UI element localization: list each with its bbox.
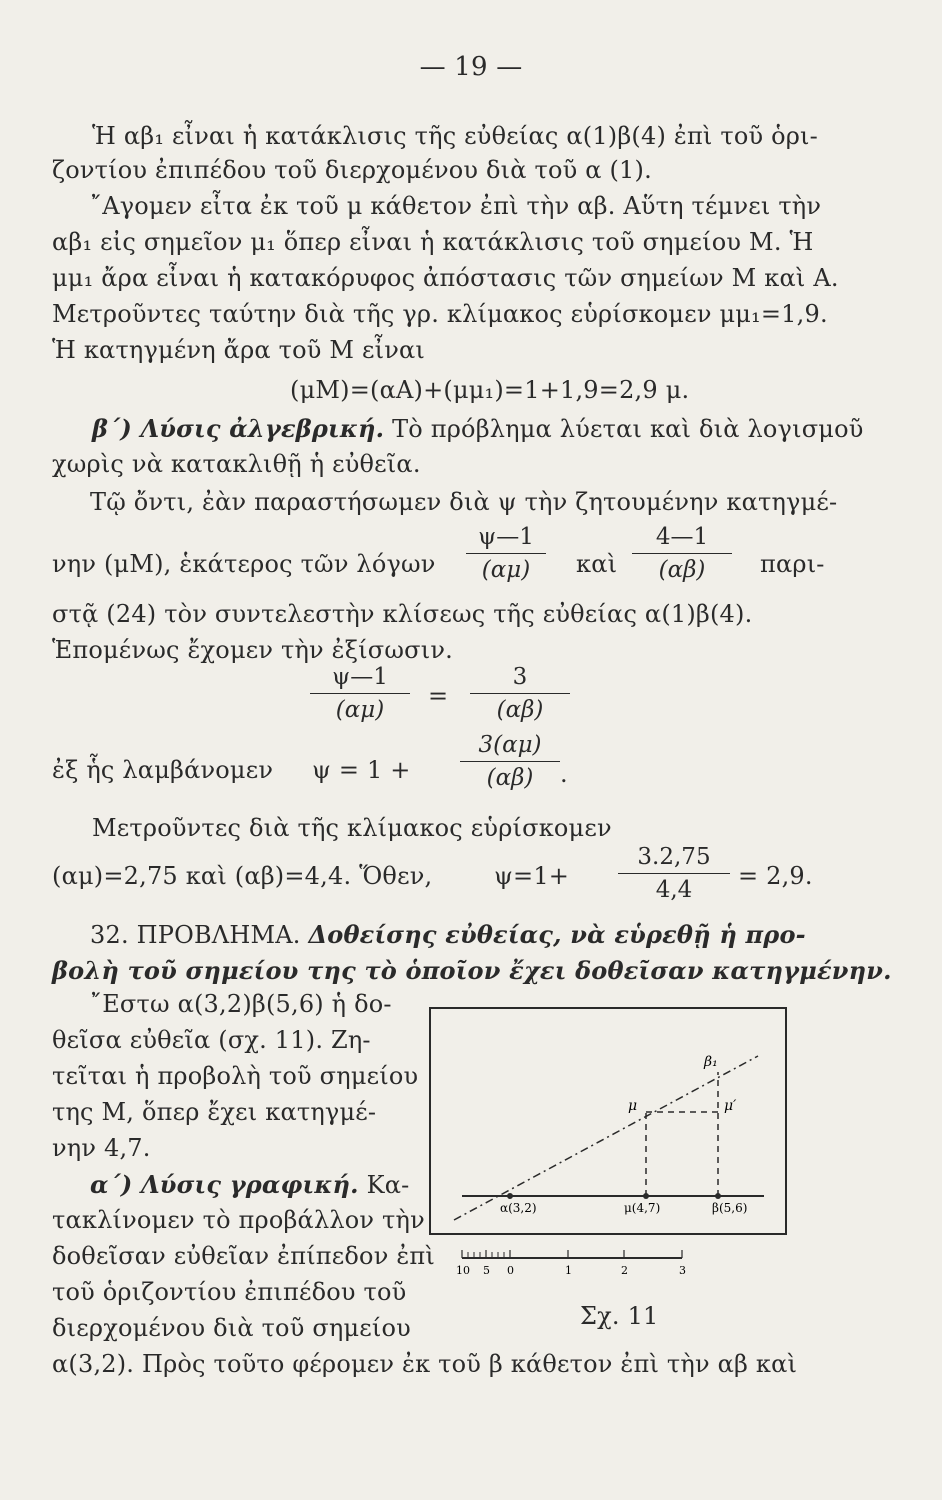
measure-line: Μετροῦντες διὰ τῆς κλίμακος εὑρίσκομεν [92, 814, 612, 842]
text-line-2: ζοντίου ἐπιπέδου τοῦ διερχομένου διὰ τοῦ α (1). [52, 156, 652, 184]
eq2-lead: ἐξ ἧς λαμβάνομεν [52, 756, 274, 784]
figure-caption: Σχ. 11 [580, 1302, 659, 1330]
eq1-den-left: (αμ) [335, 697, 385, 723]
fraction-2-den: (αβ) [658, 557, 706, 583]
alpha-line [90, 1170, 409, 1199]
scale-label-1: 1 [565, 1264, 572, 1277]
eq1-num-right: 3 [512, 664, 528, 690]
result-den: 4,4 [655, 877, 693, 903]
last-line: α(3,2). Πρὸς τοῦτο φέρομεν ἐκ τοῦ β κάθετον ἐπὶ τὴν αβ καὶ [52, 1350, 798, 1378]
para-2: Τῷ ὄντι, ἐὰν παραστήσωμεν διὰ ψ τὴν ζητουμένην κατηγμέ- [90, 488, 838, 516]
beta-label: β΄) Λύσις ἀλγεβρική. [92, 414, 385, 443]
fraction-2 [632, 524, 732, 583]
left-col-5: νην 4,7. [52, 1134, 151, 1162]
text-line-7: Ἡ κατηγμένη ἄρα τοῦ Μ εἶναι [52, 336, 426, 364]
fraction-bar [466, 553, 546, 554]
figure-11 [428, 1000, 792, 1300]
text-epom: Ἑπομένως ἔχομεν τὴν ἐξίσωσιν. [52, 636, 453, 664]
fraction-bar [618, 873, 730, 874]
text-line-1: Ἡ αβ₁ εἶναι ἡ κατάκλισις τῆς εὐθείας α(1)β(4) ἐπὶ τοῦ ὁρι- [92, 122, 818, 150]
beta-line [92, 414, 864, 443]
fraction-bar [310, 693, 410, 694]
eq1-den-right: (αβ) [496, 697, 544, 723]
scale-label-10: 10 [456, 1264, 470, 1277]
left-col-1: ῎Εστω α(3,2)β(5,6) ἡ δο- [90, 990, 392, 1018]
result-lhs: ψ=1+ [494, 862, 570, 890]
text-sta: στᾷ (24) τὸν συντελεστὴν κλίσεως τῆς εὐθείας α(1)β(4). [52, 600, 753, 628]
scale-label-5: 5 [483, 1264, 490, 1277]
figure-diagram [428, 1000, 792, 1300]
page-number: — 19 — [419, 52, 523, 82]
alpha-line-4: τοῦ ὁριζοντίου ἐπιπέδου τοῦ [52, 1278, 407, 1306]
ratio-lead: νην (μΜ), ἑκάτερος τῶν λόγων [52, 550, 436, 578]
alpha-line-2: τακλίνομεν τὸ προβάλλον τὴν [52, 1206, 425, 1234]
beta-line-2: χωρὶς νὰ κατακλιθῇ ἡ εὐθεῖα. [52, 450, 421, 478]
fraction-bar [460, 761, 560, 762]
alpha-line-5: διερχομένου διὰ τοῦ σημείου [52, 1314, 411, 1342]
left-col-2: θεῖσα εὐθεῖα (σχ. 11). Ζη- [52, 1026, 371, 1054]
eq2-lhs: ψ = 1 + [312, 756, 411, 784]
point-mu [643, 1193, 649, 1199]
ratio-tail: παρι- [760, 550, 825, 578]
fraction-1-den: (αμ) [481, 557, 531, 583]
scale-label-0: 0 [507, 1264, 514, 1277]
eq1-left [310, 664, 410, 723]
label-a: α(3,2) [500, 1201, 537, 1215]
text-line-6: Μετροῦντες ταύτην διὰ τῆς γρ. κλίμακος εὑρίσκομεν μμ₁=1,9. [52, 300, 828, 328]
problem-title-2: βολὴ τοῦ σημείου της τὸ ὁποῖον ἔχει δοθεῖσαν κατηγμένην. [52, 956, 892, 985]
label-b: β(5,6) [712, 1201, 748, 1215]
scale-label-2: 2 [621, 1264, 628, 1277]
result-rhs: = 2,9. [738, 862, 813, 890]
fraction-1 [466, 524, 546, 583]
ratio-mid: καὶ [576, 550, 618, 578]
eq1-num-left: ψ—1 [332, 664, 388, 690]
alpha-tail: Κα- [366, 1171, 410, 1199]
left-col-3: τεῖται ἡ προβολὴ τοῦ σημείου [52, 1062, 419, 1090]
beta-rest: Τὸ πρόβλημα λύεται καὶ διὰ λογισμοῦ [392, 415, 864, 443]
eq1-right [470, 664, 570, 723]
label-b1: β₁ [704, 1054, 718, 1070]
eq2-fraction [460, 732, 560, 791]
fraction-bar [632, 553, 732, 554]
point-a [507, 1193, 513, 1199]
fraction-1-num: ψ—1 [478, 524, 534, 550]
result-fraction [618, 844, 730, 903]
result-lead: (αμ)=2,75 καὶ (αβ)=4,4. Ὅθεν, [52, 862, 433, 890]
text-line-5: μμ₁ ἄρα εἶναι ἡ κατακόρυφος ἀπόστασις τῶν σημείων Μ καὶ Α. [52, 264, 839, 292]
text-line-4: αβ₁ εἰς σημεῖον μ₁ ὅπερ εἶναι ἡ κατάκλισις τοῦ σημείου Μ. Ἡ [52, 228, 814, 256]
label-mu-top: μ [628, 1098, 638, 1114]
problem-heading: 32. ΠΡΟΒΛΗΜΑ. [90, 921, 301, 949]
point-b [715, 1193, 721, 1199]
equation-muM: (μΜ)=(αΑ)+(μμ₁)=1+1,9=2,9 μ. [290, 376, 690, 404]
left-col-4: της Μ, ὅπερ ἔχει κατηγμέ- [52, 1098, 377, 1126]
result-num: 3.2,75 [637, 844, 711, 870]
label-mu: μ(4,7) [624, 1201, 661, 1215]
problem-line-1 [90, 920, 806, 949]
fraction-2-num: 4—1 [655, 524, 709, 550]
fraction-bar [470, 693, 570, 694]
label-mu1: μ′ [724, 1098, 737, 1114]
scale-label-3: 3 [679, 1264, 686, 1277]
alpha-label: α΄) Λύσις γραφική. [90, 1170, 359, 1199]
eq2-dot: . [560, 760, 568, 788]
eq1-equals: = [428, 682, 449, 710]
problem-title-1: Δοθείσης εὐθείας, νὰ εὑρεθῇ ἡ προ- [308, 920, 806, 949]
alpha-line-3: δοθεῖσαν εὐθεῖαν ἐπίπεδον ἐπὶ [52, 1242, 435, 1270]
eq2-den: (αβ) [486, 765, 534, 791]
eq2-num: 3(αμ) [478, 732, 542, 758]
text-line-3: ῎Αγομεν εἶτα ἐκ τοῦ μ κάθετον ἐπὶ τὴν αβ. Αὕτη τέμνει τὴν [90, 192, 822, 220]
